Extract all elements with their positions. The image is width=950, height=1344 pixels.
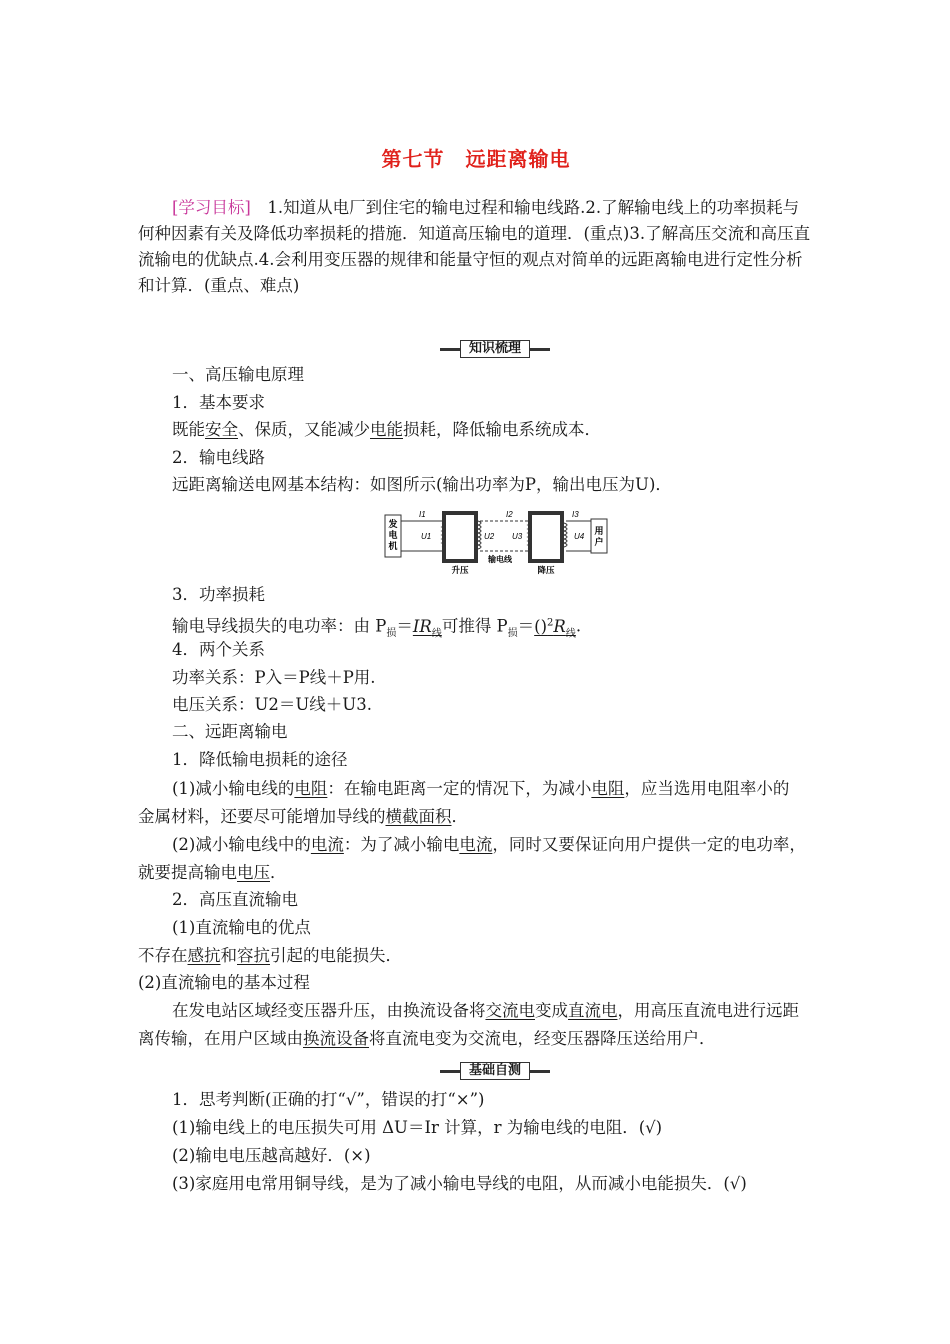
user-box xyxy=(591,519,607,553)
sec1-s1-text: 既能安全、保质，又能减少电能损耗，降低输电系统成本． xyxy=(172,420,601,439)
answer-blank: 横截面积 xyxy=(385,807,452,826)
sec2-s1: 1．降低输电损耗的途径 xyxy=(172,750,348,769)
voltage-relation: 电压关系：U2＝U线＋U3. xyxy=(172,695,372,714)
sec1-s2: 2．输电线路 xyxy=(172,448,265,467)
learning-goals xyxy=(138,195,814,299)
selftest-q1: 1．思考判断(正确的打“√”，错误的打“×”) xyxy=(172,1090,485,1109)
line-label: 输电线 xyxy=(488,555,512,564)
sec2-p2-line1: (2)减小输电线中的电流：为了减小输电电流，同时又要保证向用户提供一定的电功率， xyxy=(172,835,806,854)
selftest-badge-label: 基础自测 xyxy=(468,1063,521,1078)
generator-label: 发电机 xyxy=(388,519,398,551)
dc-advantage-heading: (1)直流输电的优点 xyxy=(172,918,311,937)
goals-text: 1.知道从电厂到住宅的输电过程和输电线路.2.了解输电线上的功率损耗与何种因素有关及降低功率损耗的措施．知道高压输电的道理．(重点)3.了解高压交流和高压直流输电的优缺点.4.会利用变压器的规律和能量守恒的观点对简单的远距离输电进行定性分析和计算．(重点、难点) xyxy=(138,198,811,295)
sec1-s3: 3．功率损耗 xyxy=(172,585,265,604)
U2-label: U2 xyxy=(484,532,495,541)
goals-tag: [学习目标] xyxy=(172,198,251,217)
selftest-badge xyxy=(440,1062,550,1080)
power-relation: 功率关系：P入＝P线＋P用. xyxy=(172,668,376,687)
sec2-p2-line2: 就要提高输电电压． xyxy=(138,863,287,882)
U3-label: U3 xyxy=(512,532,523,541)
sec1-s4: 4．两个关系 xyxy=(172,640,265,659)
section-title: 第七节 远距离输电 xyxy=(381,147,571,171)
answer-blank: 电流 xyxy=(459,835,493,854)
selftest-a2: (2)输电电压越高越好．(×) xyxy=(172,1146,371,1165)
answer-blank: $()^2R_线$ xyxy=(534,616,576,639)
step-down-core xyxy=(530,513,562,561)
answer-blank: 直流电 xyxy=(568,1001,618,1020)
step-up-label: 升压 xyxy=(451,565,469,575)
dc-process-heading: (2)直流输电的基本过程 xyxy=(138,973,310,992)
I2-label: I2 xyxy=(506,510,513,519)
answer-blank: 交流电 xyxy=(485,1001,535,1020)
sec2-p1-line2: 金属材料，还要尽可能增加导线的横截面积． xyxy=(138,807,468,826)
selftest-a3: (3)家庭用电常用铜导线，是为了减小输电导线的电阻，从而减小电能损失．(√) xyxy=(172,1174,747,1193)
knowledge-badge xyxy=(440,340,550,358)
sec2-s2: 2．高压直流输电 xyxy=(172,890,298,909)
sec1-s2-text: 远距离输送电网基本结构：如图所示(输出功率为P，输出电压为U)． xyxy=(172,475,672,494)
dc-process-line2: 离传输，在用户区域由换流设备将直流电变为交流电，经变压器降压送给用户． xyxy=(138,1029,716,1048)
sec1-s3-text: 输电导线损失的电功率：由 $P_损=IR_线$可推得 $P_损=()^2R_线$. xyxy=(172,616,582,639)
sec2-p1-line1: (1)减小输电线的电阻：在输电距离一定的情况下，为减小电阻，应当选用电阻率小的 xyxy=(172,779,790,798)
answer-blank: 电能 xyxy=(370,420,403,439)
answer-blank: 电阻 xyxy=(591,779,625,798)
user-label: 用户 xyxy=(594,526,604,547)
step-down-secondary-coil xyxy=(564,523,567,547)
I1-label: I1 xyxy=(419,510,426,519)
knowledge-badge-label: 知识梳理 xyxy=(468,341,521,356)
U4-label: U4 xyxy=(574,532,585,541)
sec2-heading: 二、远距离输电 xyxy=(172,722,288,741)
sec1-s1: 1．基本要求 xyxy=(172,393,265,412)
sec1-heading: 一、高压输电原理 xyxy=(172,365,304,384)
step-down-label: 降压 xyxy=(537,565,555,575)
dc-advantage-text: 不存在感抗和容抗引起的电能损失． xyxy=(138,946,402,965)
step-up-secondary-coil xyxy=(478,521,481,549)
answer-blank: 电阻 xyxy=(294,779,328,798)
answer-blank: 电压 xyxy=(237,863,270,882)
dc-process-line1: 在发电站区域经变压器升压，由换流设备将交流电变成直流电，用高压直流电进行远距 xyxy=(172,1001,799,1020)
transmission-diagram xyxy=(384,507,610,579)
answer-blank: 换流设备 xyxy=(303,1029,369,1048)
answer-blank: 安全 xyxy=(205,420,238,439)
answer-blank: 电流 xyxy=(310,835,344,854)
answer-blank: 容抗 xyxy=(237,946,270,965)
I3-label: I3 xyxy=(572,510,579,519)
answer-blank: 感抗 xyxy=(187,946,221,965)
answer-blank: $IR_线$ xyxy=(412,616,442,639)
step-up-core xyxy=(444,513,476,561)
selftest-a1: (1)输电线上的电压损失可用 ΔU＝Ir 计算，r 为输电线的电阻．(√) xyxy=(172,1118,663,1137)
U1-label: U1 xyxy=(421,532,432,541)
